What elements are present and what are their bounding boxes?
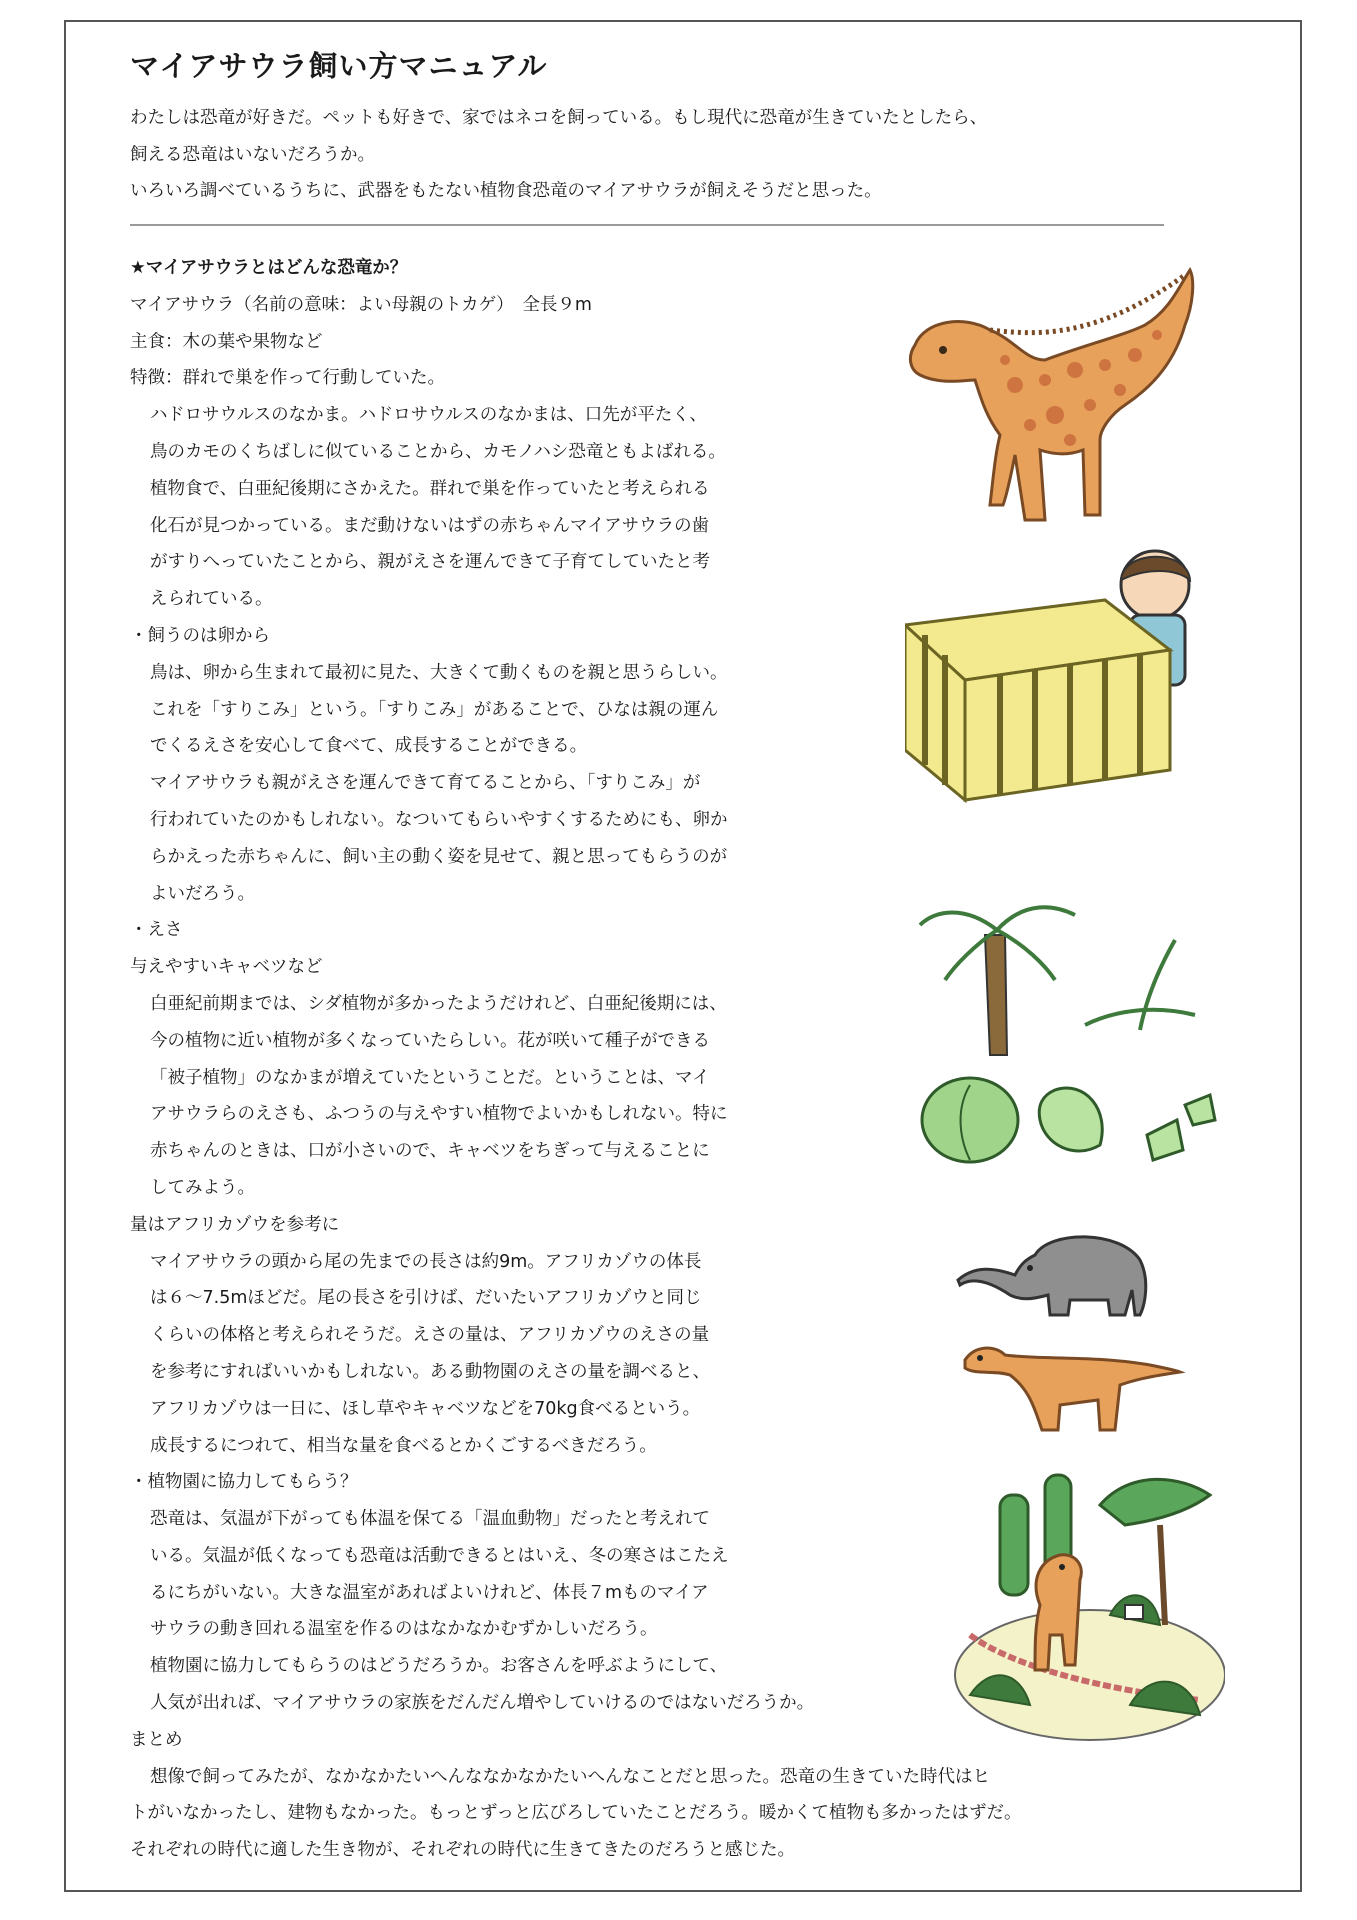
body-line: 「被子植物」のなかまが増えていたということだ。ということは、マイ: [150, 1067, 710, 1088]
body-line: よいだろう。: [150, 883, 255, 904]
botanical-garden-illustration: [950, 1465, 1225, 1745]
subsection-heading: ・植物園に協力してもらう？: [130, 1472, 358, 1493]
summary-heading: まとめ: [130, 1729, 183, 1750]
body-line: マイアサウラも親がえさを運んできて育てることから、「すりこみ」が: [150, 773, 701, 794]
body-line: を参考にすればいいかもしれない。ある動物園のえさの量を調べると、: [150, 1361, 710, 1382]
body-line: えられている。: [150, 589, 273, 610]
summary-line: トがいなかったし、建物もなかった。もっとずっと広びろしていたことだろう。暖かくて植物も多かったはずだ。: [130, 1803, 1022, 1824]
body-line: 主食：木の葉や果物など: [130, 331, 323, 352]
body-line: がすりへっていたことから、親がえさを運んできて子育てしていたと考: [150, 552, 710, 573]
body-line: 植物食で、白亜紀後期にさかえた。群れで巣を作っていたと考えられる: [150, 478, 710, 499]
body-line: くらいの体格と考えられそうだ。えさの量は、アフリカゾウのえさの量: [150, 1325, 710, 1346]
body-line: 今の植物に近い植物が多くなっていたらしい。花が咲いて種子ができる: [150, 1030, 710, 1051]
intro-line: いろいろ調べているうちに、武器をもたない植物食恐竜のマイアサウラが飼えそうだと思った。: [130, 181, 882, 201]
subsection-heading: ・えさ: [130, 920, 183, 941]
document-title: マイアサウラ飼い方マニュアル: [130, 49, 548, 83]
body-line: してみよう。: [150, 1177, 255, 1198]
summary-line: それぞれの時代に適した生き物が、それぞれの時代に生きてきたのだろうと感じた。: [130, 1840, 795, 1861]
body-line: 行われていたのかもしれない。なついてもらいやすくするためにも、卵か: [150, 809, 728, 830]
section-heading: ★マイアサウラとはどんな恐竜か？: [130, 258, 408, 278]
body-line: 恐竜は、気温が下がっても体温を保てる「温血動物」だったと考えれて: [150, 1509, 710, 1530]
intro-paragraph: [130, 100, 1190, 210]
body-line: は６～7.5mほどだ。尾の長さを引けば、だいたいアフリカゾウと同じ: [150, 1288, 702, 1309]
body-line: るにちがいない。大きな温室があればよいけれど、体長７mものマイア: [150, 1582, 709, 1603]
body-line: マイアサウラの頭から尾の先までの長さは約9m。アフリカゾウの体長: [150, 1251, 702, 1272]
divider: [130, 224, 1164, 226]
subsection-heading: ・飼うのは卵から: [130, 625, 270, 646]
body-line: 鳥は、卵から生まれて最初に見た、大きくて動くものを親と思うらしい。: [150, 662, 728, 683]
body-line: 鳥のカモのくちばしに似ていることから、カモノハシ恐竜ともよばれる。: [150, 441, 726, 462]
body-line: アサウラらのえさも、ふつうの与えやすい植物でよいかもしれない。特に: [150, 1104, 728, 1125]
intro-line: わたしは恐竜が好きだ。ペットも好きで、家ではネコを飼っている。もし現代に恐竜が生きていたとしたら、: [130, 108, 988, 128]
baby-in-cage-illustration: [905, 540, 1230, 815]
body-line: 赤ちゃんのときは、口が小さいので、キャベツをちぎって与えることに: [150, 1141, 710, 1162]
body-line: マイアサウラ（名前の意味：よい母親のトカゲ） 全長９m: [130, 294, 592, 315]
body-line: 植物園に協力してもらうのはどうだろうか。お客さんを呼ぶようにして、: [150, 1656, 728, 1677]
ferns-and-cabbage-illustration: [915, 885, 1235, 1170]
body-line: らかえった赤ちゃんに、飼い主の動く姿を見せて、親と思ってもらうのが: [150, 846, 728, 867]
body-line: 成長するにつれて、相当な量を食べるとかくごするべきだろう。: [150, 1435, 657, 1456]
body-line: サウラの動き回れる温室を作るのはなかなかむずかしいだろう。: [150, 1619, 658, 1640]
body-line: 白亜紀前期までは、シダ植物が多かったようだけれど、白亜紀後期には、: [150, 993, 727, 1014]
body-line: これを「すりこみ」という。「すりこみ」があることで、ひなは親の運ん: [150, 699, 719, 720]
body-line: ハドロサウルスのなかま。ハドロサウルスのなかまは、口先が平たく、: [150, 405, 707, 426]
body-line: でくるえさを安心して食べて、成長することができる。: [150, 736, 588, 757]
body-line: 特徴：群れで巣を作って行動していた。: [130, 368, 445, 389]
body-line: アフリカゾウは一日に、ほし草やキャベツなどを70kg食べるという。: [150, 1398, 701, 1419]
body-line: いる。気温が低くなっても恐竜は活動できるとはいえ、冬の寒さはこたえ: [150, 1545, 729, 1566]
maiasaura-adult-illustration: [895, 265, 1225, 545]
body-line: 与えやすいキャベツなど: [130, 957, 323, 978]
intro-line: 飼える恐竜はいないだろうか。: [130, 144, 375, 165]
summary-line: 想像で飼ってみたが、なかなかたいへんななかなかたいへんなことだと思った。恐竜の生きていた時代はヒ: [150, 1766, 990, 1787]
subsection-heading: 量はアフリカゾウを参考に: [130, 1214, 340, 1235]
body-line: 人気が出れば、マイアサウラの家族をだんだん増やしていけるのではないだろうか。: [150, 1693, 815, 1714]
body-line: 化石が見つかっている。まだ動けないはずの赤ちゃんマイアサウラの歯: [150, 515, 710, 536]
elephant-comparison-illustration: [950, 1220, 1220, 1440]
